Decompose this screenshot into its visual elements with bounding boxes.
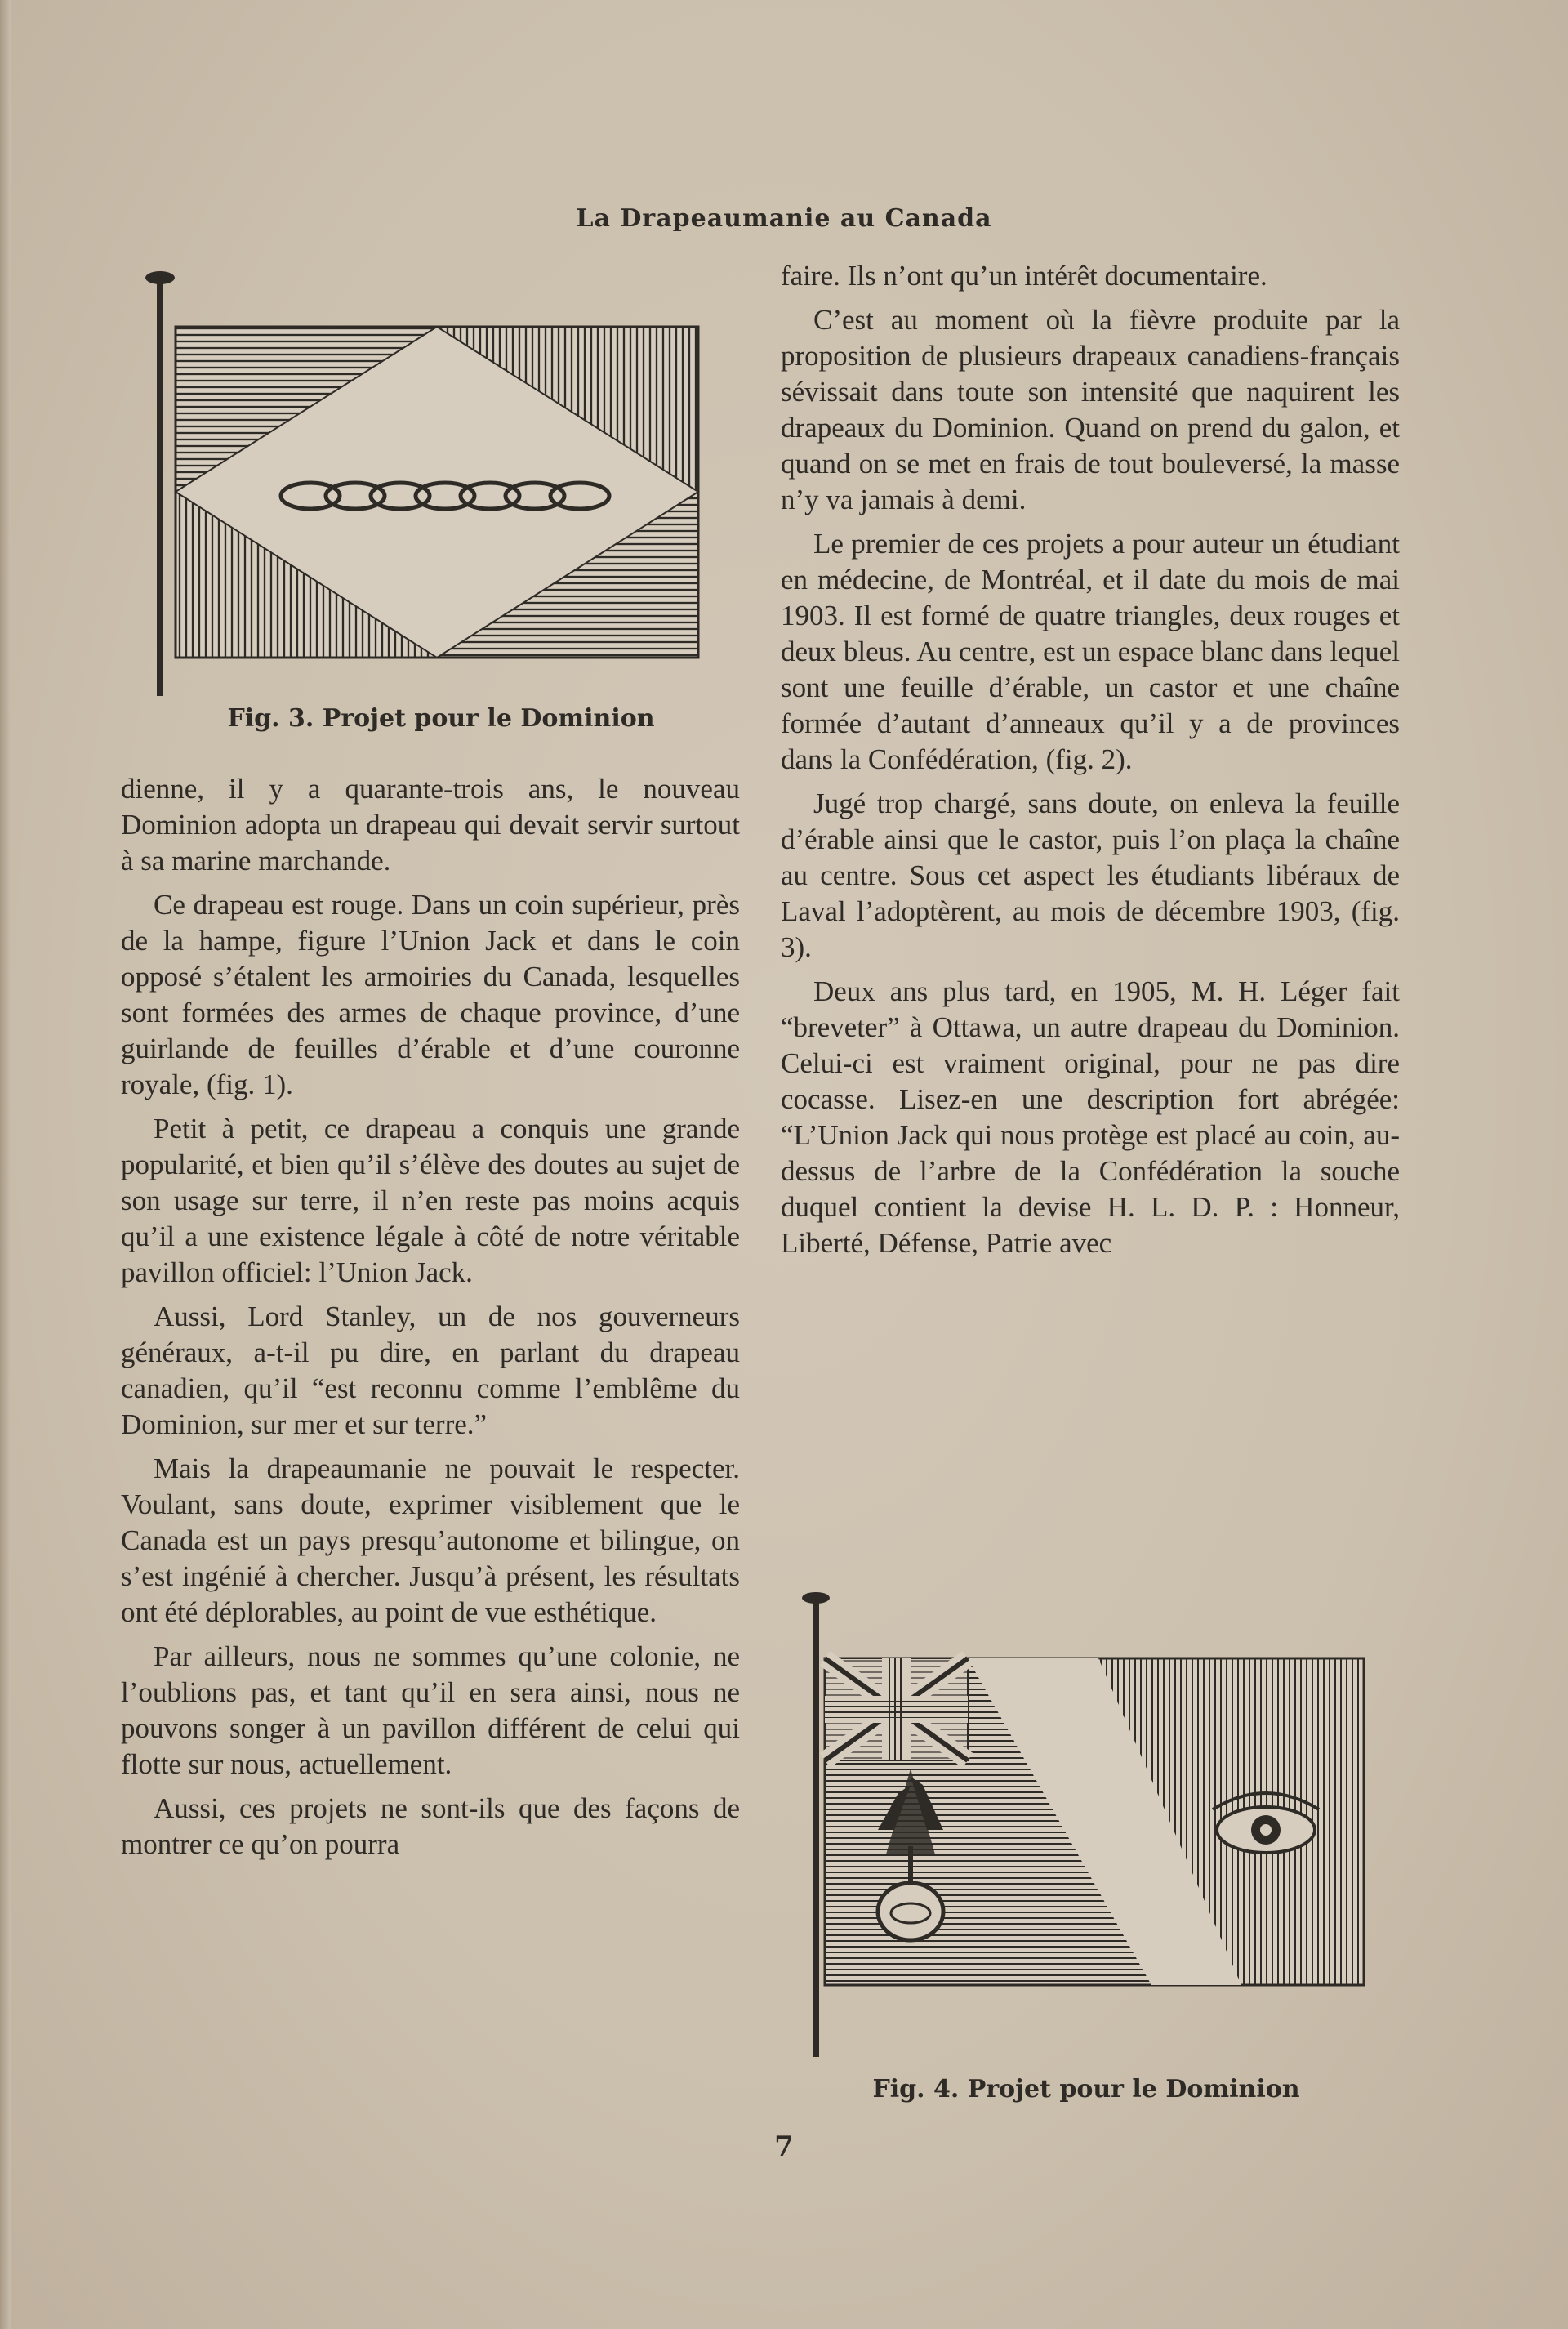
union-jack-canton <box>825 1658 968 1760</box>
right-column-text <box>781 258 1400 1269</box>
page-edge-shadow <box>0 0 11 2329</box>
paragraph: Mais la drapeaumanie ne pouvait le respecter. Voulant, sans doute, exprimer visiblement que le Canada est un pays presqu’autonome et bilingue, on s’est ingénié à chercher. Jusqu’à présent, les résultats ont été déplorables, au point de vue esthétique. <box>121 1452 740 1628</box>
paragraph: C’est au moment où la fièvre produite par la proposition de plusieurs drapeaux canadiens-français sévissait dans toute son intensité que naquirent les drapeaux du Dominion. Quand on prend du galon, et quand on se met en frais de tout bouleversé, la masse n’y va jamais à demi. <box>781 304 1400 515</box>
running-header: La Drapeaumanie au Canada <box>576 204 992 233</box>
paragraph: Deux ans plus tard, en 1905, M. H. Léger fait “breveter” à Ottawa, un autre drapeau du Dominion. Celui-ci est vraiment original, pour ne pas dire cocasse. Lisez-en une description fort abrégée: “L’Union Jack qui nous protège est placé au coin, au-dessus de l’arbre de la Confédération la souche duquel contient la devise H. L. D. P. : Honneur, Liberté, Défense, Patrie avec <box>781 975 1400 1259</box>
paragraph: faire. Ils n’ont qu’un intérêt documentaire. <box>781 260 1267 292</box>
paragraph: Jugé trop chargé, sans doute, on enleva la feuille d’érable ainsi que le castor, puis l’on plaça la chaîne au centre. Sous cet aspect les étudiants libéraux de Laval l’adoptèrent, au mois de décembre 1903, (fig. 3). <box>781 787 1400 963</box>
paragraph: Le premier de ces projets a pour auteur un étudiant en médecine, de Montréal, et il date du mois de mai 1903. Il est formé de quatre triangles, deux rouges et deux bleus. Au centre, est un espace blanc dans lequel sont une feuille d’érable, un castor et une chaîne formée d’autant d’anneaux qu’il y a de provinces dans la Confédération, (fig. 2). <box>781 528 1400 775</box>
figure-4-caption: Fig. 4. Projet pour le Dominion <box>872 2075 1300 2104</box>
page-number: 7 <box>774 2130 794 2163</box>
flag-body <box>176 327 698 658</box>
figure-3-flag-illustration <box>139 261 727 703</box>
paragraph: Aussi, Lord Stanley, un de nos gouverneurs généraux, a-t-il pu dire, en parlant du drapeau canadien, qu’il “est reconnu comme l’emblême du Dominion, sur mer et sur terre.” <box>121 1301 740 1440</box>
figure-3-caption: Fig. 3. Projet pour le Dominion <box>227 704 655 733</box>
paragraph: Ce drapeau est rouge. Dans un coin supérieur, près de la hampe, figure l’Union Jack et dans le coin opposé s’étalent les armoiries du Canada, lesquelles sont formées des armes de chaque province, d’une guirlande de feuilles d’érable et d’une couronne royale, (fig. 1). <box>121 889 740 1100</box>
left-column-text <box>121 771 740 1871</box>
flag-pole <box>145 271 175 696</box>
paragraph: Par ailleurs, nous ne sommes qu’une colonie, ne l’oublions pas, et tant qu’il en sera ainsi, nous ne pouvons songer à un pavillon différent de celui qui flotte sur nous, actuellement. <box>121 1640 740 1780</box>
figure-4-flag-illustration <box>796 1585 1368 2067</box>
paragraph: Petit à petit, ce drapeau a conquis une grande popularité, et bien qu’il s’élève des doutes au sujet de son usage sur terre, il n’en reste pas moins acquis qu’il a une existence légale à côté de notre véritable pavillon officiel: l’Union Jack. <box>121 1113 740 1288</box>
paragraph: dienne, il y a quarante-trois ans, le nouveau Dominion adopta un drapeau qui devait servir surtout à sa marine marchande. <box>121 773 740 877</box>
paragraph: Aussi, ces projets ne sont-ils que des façons de montrer ce qu’on pourra <box>121 1792 740 1860</box>
